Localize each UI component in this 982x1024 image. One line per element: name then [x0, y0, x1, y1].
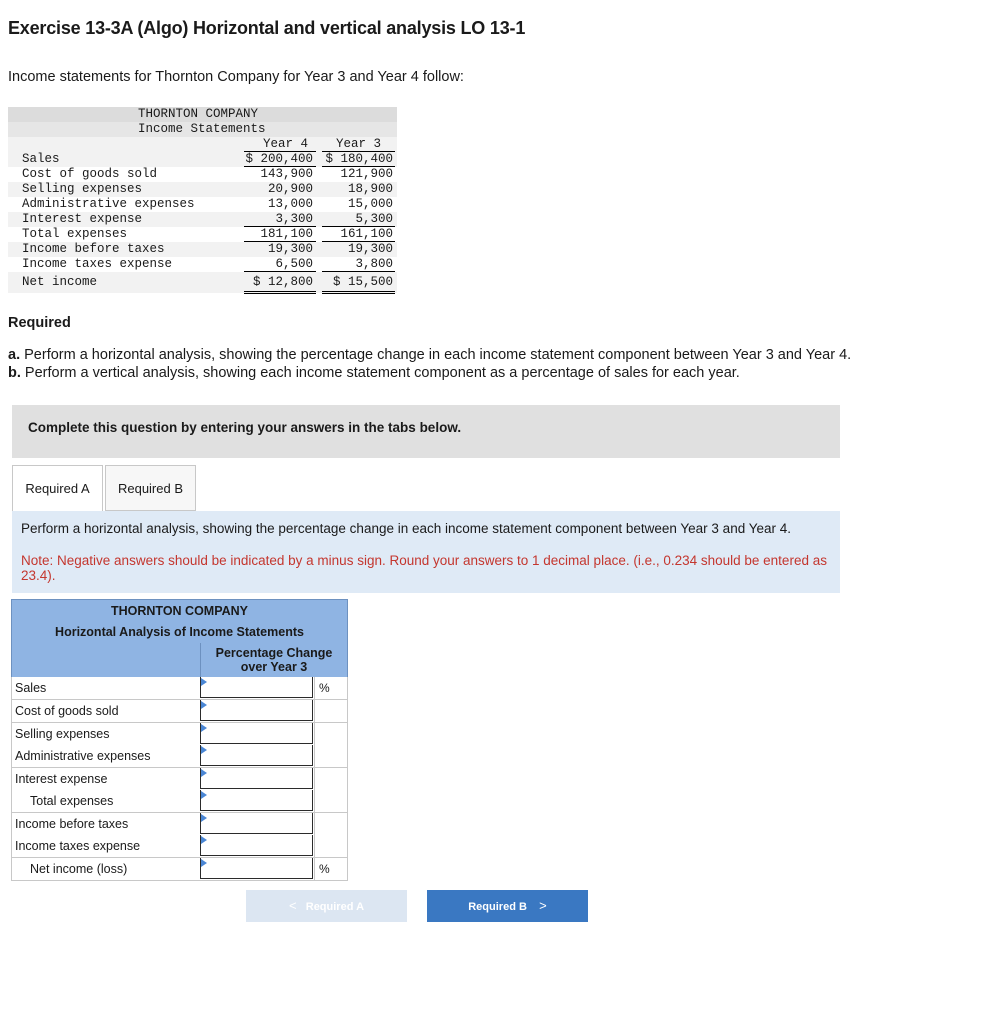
page-title: Exercise 13-3A (Algo) Horizontal and vertical analysis LO 13-1	[8, 18, 526, 38]
is-company-name: THORNTON COMPANY	[138, 107, 259, 121]
instructions-text: Perform a horizontal analysis, showing the percentage change in each income statement component between Year 3 and Year 4.	[21, 521, 792, 536]
is-row-net-income: Net income $ 12,800 $ 15,500	[22, 275, 393, 289]
is-row-income-taxes: Income taxes expense 6,500 3,800	[8, 257, 397, 272]
is-row-income-before-taxes: Income before taxes 19,300 19,300	[22, 242, 393, 256]
tab-required-a[interactable]: Required A	[12, 465, 103, 512]
admin-expenses-input[interactable]	[201, 745, 316, 767]
required-b: b. Perform a vertical analysis, showing each income statement component as a percentage of sales for each year.	[8, 365, 740, 381]
is-row-sales: Sales $ 200,400 $ 180,400	[22, 152, 393, 166]
chevron-left-icon: <	[288, 898, 297, 913]
ha-col-header: Percentage Change over Year 3	[200, 643, 347, 677]
is-row-cogs: Cost of goods sold 143,900 121,900	[8, 167, 397, 182]
ha-company-name: THORNTON COMPANY	[11, 599, 348, 623]
table-row: Interest expense	[11, 768, 348, 791]
percent-symbol: %	[314, 677, 347, 699]
chevron-right-icon: >	[539, 898, 547, 913]
intro-text: Income statements for Thornton Company for Year 3 and Year 4 follow:	[8, 69, 464, 85]
income-taxes-input[interactable]	[201, 835, 316, 857]
is-title: Income Statements	[138, 122, 266, 136]
total-expenses-input[interactable]	[201, 790, 316, 812]
next-required-b-button[interactable]: Required B >	[427, 890, 588, 922]
sales-input[interactable]	[201, 677, 316, 699]
table-row: Selling expenses	[11, 723, 348, 746]
is-row-admin: Administrative expenses 13,000 15,000	[8, 197, 397, 212]
required-heading: Required	[8, 315, 71, 331]
tab-required-b[interactable]: Required B	[105, 465, 196, 511]
ha-header-row	[11, 643, 348, 678]
table-row: Sales %	[11, 677, 348, 700]
table-row: Total expenses	[11, 790, 348, 813]
is-row-interest: Interest expense 3,300 5,300	[22, 212, 393, 226]
complete-question-bar: Complete this question by entering your answers in the tabs below.	[12, 405, 840, 458]
table-row: Income before taxes	[11, 813, 348, 836]
income-before-taxes-input[interactable]	[201, 813, 316, 835]
instructions-panel	[12, 511, 840, 593]
percent-symbol: %	[314, 858, 347, 880]
net-income-input[interactable]	[201, 858, 316, 880]
ha-title: Horizontal Analysis of Income Statements	[11, 621, 348, 644]
instructions-note: Note: Negative answers should be indicated by a minus sign. Round your answers to 1 decimal place. (i.e., 0.234 should be entered as 23.4).	[21, 553, 827, 583]
table-row: Net income (loss) %	[11, 858, 348, 881]
is-row-selling: Selling expenses 20,900 18,900	[22, 182, 393, 196]
interest-expense-input[interactable]	[201, 768, 316, 790]
table-row: Administrative expenses	[11, 745, 348, 768]
income-statement-table	[8, 107, 397, 293]
col-year3: Year 3	[335, 137, 381, 151]
required-a: a. Perform a horizontal analysis, showing the percentage change in each income statement component between Year 3 and Year 4.	[8, 347, 852, 363]
col-year4: Year 4	[262, 137, 308, 151]
selling-expenses-input[interactable]	[201, 723, 316, 745]
table-row: Cost of goods sold	[11, 700, 348, 723]
prev-required-a-button[interactable]: < Required A	[246, 890, 407, 922]
cogs-input[interactable]	[201, 700, 316, 722]
is-header-row	[8, 137, 397, 152]
table-row: Income taxes expense	[11, 835, 348, 858]
is-row-total-expenses: Total expenses 181,100 161,100	[8, 227, 397, 242]
